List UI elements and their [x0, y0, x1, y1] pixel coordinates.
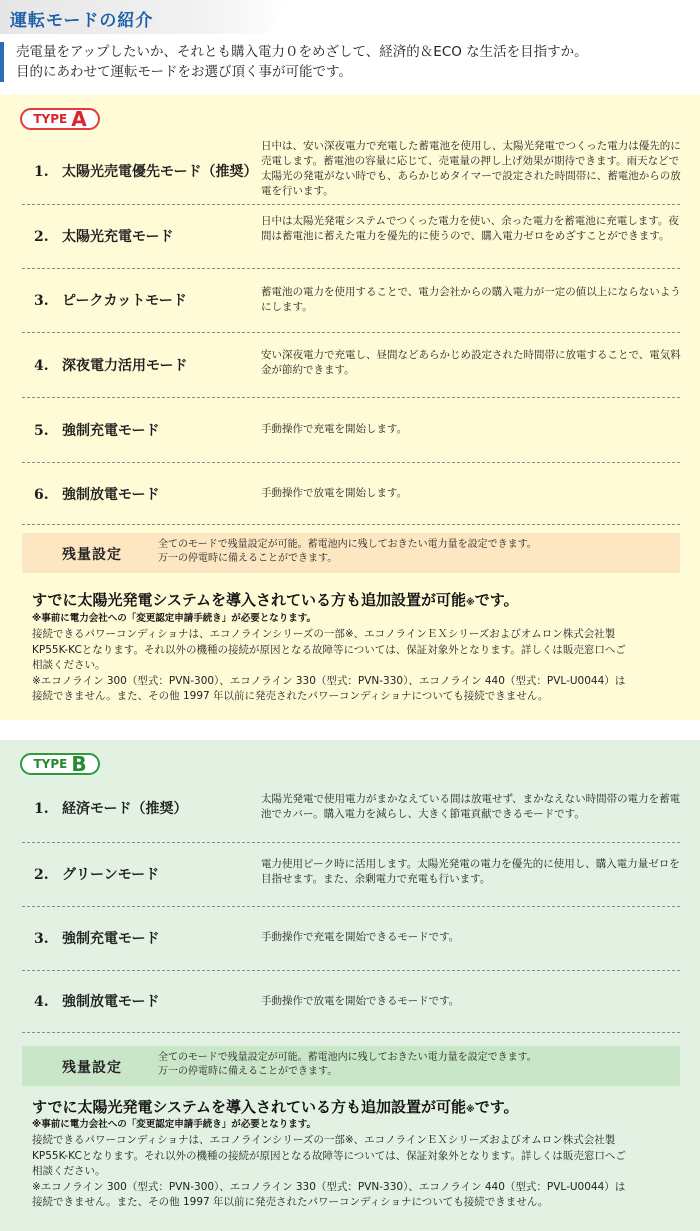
- remaining-setting-text: [158, 1051, 678, 1079]
- mode-label: グリーンモード: [62, 867, 160, 883]
- addon-body: [32, 1133, 682, 1211]
- intro-line-1: 売電量をアップしたいか、それとも購入電力０をめざして、経済的＆ECO な生活を目指すか。: [16, 44, 588, 60]
- mode-label: 太陽光売電優先モード（推奨）: [62, 164, 258, 180]
- mode-description: 電力使用ピーク時に活用します。太陽光発電の電力を優先的に使用し、購入電力量ゼロを目指せます。また、余剰電力で充電も行います。: [261, 858, 680, 885]
- addon-heading-mark: ※: [465, 598, 475, 608]
- addon-body-line-2: KP55K-KCとなります。それ以外の機種の接続が原因となる故障等については、保証対象外となります。詳しくは販売窓口へご: [32, 643, 626, 656]
- type-a-mode-row-4: [22, 333, 680, 398]
- mode-number: 1.: [34, 164, 49, 180]
- mode-description: 日中は太陽光発電システムでつくった電力を使い、余った電力を蓄電池に充電します。夜間は蓄電池に蓄えた電力を優先的に使うので、購入電力ゼロをめざすことができます。: [261, 215, 679, 242]
- mode-name: [34, 991, 159, 1011]
- addon-body-line-3: 相談ください。: [32, 659, 106, 671]
- mode-label: 強制放電モード: [62, 994, 160, 1010]
- remaining-setting-line-1: 全てのモードで残量設定が可能。蓄電池内に残しておきたい電力量を設定できます。: [158, 539, 537, 550]
- type-a-badge: [20, 108, 100, 130]
- mode-description: 日中は、安い深夜電力で充電した蓄電池を使用し、太陽光発電でつくった電力は優先的に売電します。蓄電池の容量に応じて、売電量の押し上げ効果が期待できます。雨天などで太陽光の発電がない時でも、あらかじめタイマーで設定された時間帯に、蓄電池からの放電を行います。: [261, 140, 681, 197]
- type-a-mode-row-3: [22, 269, 680, 333]
- mode-name: [34, 161, 257, 181]
- mode-number: 4.: [34, 994, 49, 1010]
- intro-text: [0, 42, 700, 82]
- type-a-mode-row-5: [22, 398, 680, 463]
- addon-body-line-4: ※エコノライン 300（型式：PVN-300）、エコノライン 330（型式：PVN-330）、エコノライン 440（型式：PVL-U0044）は: [32, 674, 626, 687]
- mode-label: 経済モード（推奨）: [62, 801, 188, 817]
- mode-name: [34, 484, 159, 504]
- mode-number: 5.: [34, 423, 49, 439]
- type-b-mode-row-3: [22, 907, 680, 971]
- addon-body-line-4: ※エコノライン 300（型式：PVN-300）、エコノライン 330（型式：PVN-330）、エコノライン 440（型式：PVL-U0044）は: [32, 1180, 626, 1193]
- mode-label: ピークカットモード: [62, 293, 187, 309]
- type-b-mode-row-4: [22, 971, 680, 1033]
- type-b-section: [0, 740, 700, 1231]
- addon-heading-text: すでに太陽光発電システムを導入されている方も追加設置が可能: [32, 1098, 466, 1116]
- addon-note: ※事前に電力会社への「変更認定申請手続き」が必要となります。: [32, 1119, 316, 1130]
- remaining-setting-label: 残量設定: [62, 547, 122, 563]
- mode-number: 2.: [34, 229, 49, 245]
- addon-heading-tail: です。: [474, 591, 519, 609]
- mode-description: 安い深夜電力で充電し、昼間などあらかじめ設定された時間帯に放電することで、電気料金が節約できます。: [261, 349, 681, 376]
- mode-label: 強制充電モード: [62, 423, 160, 439]
- addon-heading-mark: ※: [465, 1105, 475, 1115]
- remaining-setting-line-1: 全てのモードで残量設定が可能。蓄電池内に残しておきたい電力量を設定できます。: [158, 1052, 537, 1063]
- type-a-mode-row-6: [22, 463, 680, 525]
- mode-number: 6.: [34, 487, 49, 503]
- mode-description: 蓄電池の電力を使用することで、電力会社からの購入電力が一定の値以上にならないようにします。: [261, 286, 681, 313]
- type-b-mode-row-1: [22, 778, 680, 843]
- type-b-badge: [20, 753, 100, 775]
- mode-label: 強制放電モード: [62, 487, 160, 503]
- addon-body-line-1: 接続できるパワーコンディショナは、エコノラインシリーズの一部※、エコノラインＥＸシリーズおよびオムロン株式会社製: [32, 628, 616, 640]
- mode-description: 太陽光発電で使用電力がまかなえている間は放電せず、まかなえない時間帯の電力を蓄電池でカバー。購入電力を減らし、大きく節電貢献できるモードです。: [261, 793, 681, 820]
- remaining-setting-line-2: 万一の停電時に備えることができます。: [158, 553, 338, 564]
- mode-label: 太陽光充電モード: [62, 229, 174, 245]
- mode-number: 1.: [34, 801, 49, 817]
- mode-name: [34, 226, 173, 246]
- mode-description: 手動操作で充電を開始できるモードです。: [261, 931, 460, 943]
- addon-heading-text: すでに太陽光発電システムを導入されている方も追加設置が可能: [32, 591, 466, 609]
- type-b-remaining-setting: [22, 1046, 680, 1086]
- addon-body-line-3: 相談ください。: [32, 1165, 106, 1177]
- mode-name: [34, 420, 159, 440]
- type-b-badge-word: TYPE: [33, 757, 68, 771]
- addon-note: ※事前に電力会社への「変更認定申請手続き」が必要となります。: [32, 613, 316, 624]
- mode-name: [34, 290, 187, 310]
- mode-number: 3.: [34, 293, 49, 309]
- mode-label: 強制充電モード: [62, 931, 160, 947]
- mode-name: [34, 798, 187, 818]
- addon-heading: [32, 589, 519, 610]
- mode-number: 2.: [34, 867, 49, 883]
- type-a-mode-row-2: [22, 205, 680, 269]
- type-a-badge-letter: A: [71, 107, 87, 131]
- addon-body-line-2: KP55K-KCとなります。それ以外の機種の接続が原因となる故障等については、保証対象外となります。詳しくは販売窓口へご: [32, 1149, 626, 1162]
- type-a-remaining-setting: [22, 533, 680, 573]
- addon-heading-tail: です。: [474, 1098, 519, 1116]
- addon-heading: [32, 1096, 519, 1117]
- remaining-setting-label: 残量設定: [62, 1060, 122, 1076]
- mode-label: 深夜電力活用モード: [62, 358, 188, 374]
- mode-number: 3.: [34, 931, 49, 947]
- remaining-setting-text: [158, 538, 678, 566]
- mode-name: [34, 928, 159, 948]
- mode-description: 手動操作で充電を開始します。: [261, 423, 408, 435]
- mode-number: 4.: [34, 358, 49, 374]
- type-b-mode-row-2: [22, 843, 680, 907]
- addon-body-line-5: 接続できません。また、その他 1997 年以前に発売されたパワーコンディショナについても接続できません。: [32, 1196, 549, 1208]
- addon-body: [32, 627, 682, 705]
- type-b-badge-letter: B: [71, 752, 87, 776]
- mode-name: [34, 864, 159, 884]
- intro-line-2: 目的にあわせて運転モードをお選び頂く事が可能です。: [16, 64, 352, 80]
- type-a-badge-word: TYPE: [33, 112, 68, 126]
- type-a-section: [0, 95, 700, 720]
- addon-body-line-5: 接続できません。また、その他 1997 年以前に発売されたパワーコンディショナについても接続できません。: [32, 690, 549, 702]
- page-title: 運転モードの紹介: [10, 11, 154, 31]
- remaining-setting-line-2: 万一の停電時に備えることができます。: [158, 1066, 338, 1077]
- mode-description: 手動操作で放電を開始します。: [261, 487, 408, 499]
- type-a-mode-row-1: [22, 135, 680, 205]
- addon-body-line-1: 接続できるパワーコンディショナは、エコノラインシリーズの一部※、エコノラインＥＸシリーズおよびオムロン株式会社製: [32, 1134, 616, 1146]
- page-header: [0, 0, 700, 36]
- mode-name: [34, 355, 187, 375]
- mode-description: 手動操作で放電を開始できるモードです。: [261, 995, 460, 1007]
